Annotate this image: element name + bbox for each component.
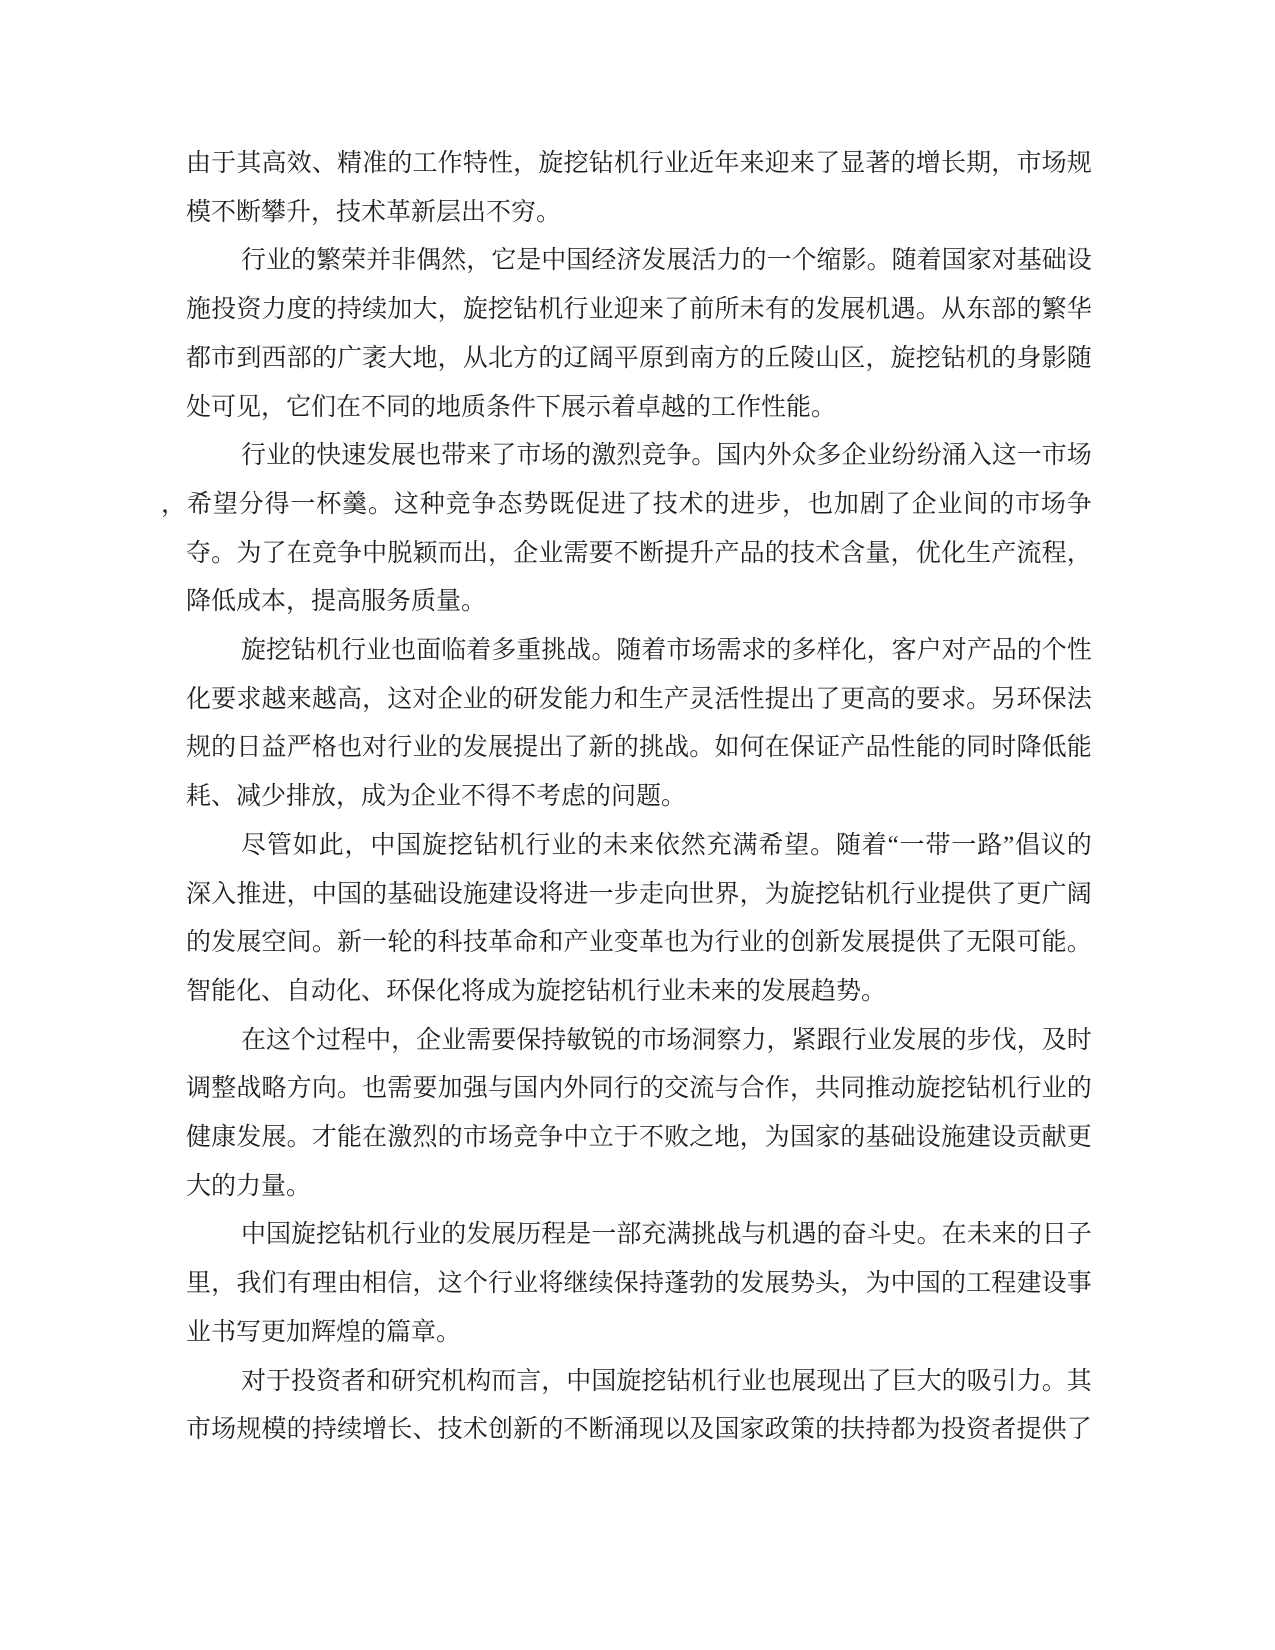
text-line: 大的力量。 [186,1172,312,1200]
paragraph [186,822,1091,1017]
text-line: 旋挖钻机行业也面临着多重挑战。随着市场需求的多样化，客户对产品的个性 [241,637,1091,665]
text-line: 市场规模的持续增长、技术创新的不断涌现以及国家政策的扶持都为投资者提供了 [186,1416,1091,1444]
text-line: 行业的快速发展也带来了市场的激烈竞争。国内外众多企业纷纷涌入这一市场 [241,442,1091,470]
text-line: ，希望分得一杯羹。这种竞争态势既促进了技术的进步，也加剧了企业间的市场争 [161,490,1091,518]
paragraph [186,1017,1091,1212]
text-line: 规的日益严格也对行业的发展提出了新的挑战。如何在保证产品性能的同时降低能 [186,734,1091,762]
paragraph [161,432,1091,627]
text-line: 健康发展。才能在激烈的市场竞争中立于不败之地，为国家的基础设施建设贡献更 [186,1124,1091,1152]
text-line: 业书写更加辉煌的篇章。 [186,1318,462,1346]
paragraph [186,237,1091,432]
text-line: 由于其高效、精准的工作特性，旋挖钻机行业近年来迎来了显著的增长期，市场规 [186,150,1091,177]
text-line: 化要求越来越高，这对企业的研发能力和生产灵活性提出了更高的要求。另环保法 [186,685,1091,713]
text-line: 降低成本，提高服务质量。 [186,588,487,616]
text-line: 施投资力度的持续加大，旋挖钻机行业迎来了前所未有的发展机遇。从东部的繁华 [186,296,1091,324]
text-line: 在这个过程中，企业需要保持敏锐的市场洞察力，紧跟行业发展的步伐，及时 [241,1026,1091,1054]
text-line: 模不断攀升，技术革新层出不穷。 [186,198,562,226]
text-line: 调整战略方向。也需要加强与国内外同行的交流与合作，共同推动旋挖钻机行业的 [186,1075,1091,1103]
text-line: 深入推进，中国的基础设施建设将进一步走向世界，为旋挖钻机行业提供了更广阔 [186,880,1091,908]
text-line: 对于投资者和研究机构而言，中国旋挖钻机行业也展现出了巨大的吸引力。其 [241,1367,1091,1395]
paragraph [186,1358,1091,1455]
text-line: 里，我们有理由相信，这个行业将继续保持蓬勃的发展势头，为中国的工程建设事 [186,1270,1091,1298]
text-line: 夺。为了在竞争中脱颖而出，企业需要不断提升产品的技术含量，优化生产流程， [186,539,1091,567]
paragraph [186,1211,1091,1357]
text-line: 尽管如此，中国旋挖钻机行业的未来依然充满希望。随着“一带一路”倡议的 [241,831,1091,859]
text-line: 行业的繁荣并非偶然，它是中国经济发展活力的一个缩影。随着国家对基础设 [241,247,1091,275]
paragraph [186,140,1091,237]
document-body [161,140,1091,1455]
text-line: 中国旋挖钻机行业的发展历程是一部充满挑战与机遇的奋斗史。在未来的日子 [241,1221,1091,1249]
text-line: 耗、减少排放，成为企业不得不考虑的问题。 [186,783,687,811]
text-line: 都市到西部的广袤大地，从北方的辽阔平原到南方的丘陵山区，旋挖钻机的身影随 [186,344,1091,372]
paragraph [186,627,1091,822]
text-line: 智能化、自动化、环保化将成为旋挖钻机行业未来的发展趋势。 [186,977,887,1005]
text-line: 的发展空间。新一轮的科技革命和产业变革也为行业的创新发展提供了无限可能。 [186,929,1091,957]
text-line: 处可见，它们在不同的地质条件下展示着卓越的工作性能。 [186,393,837,421]
